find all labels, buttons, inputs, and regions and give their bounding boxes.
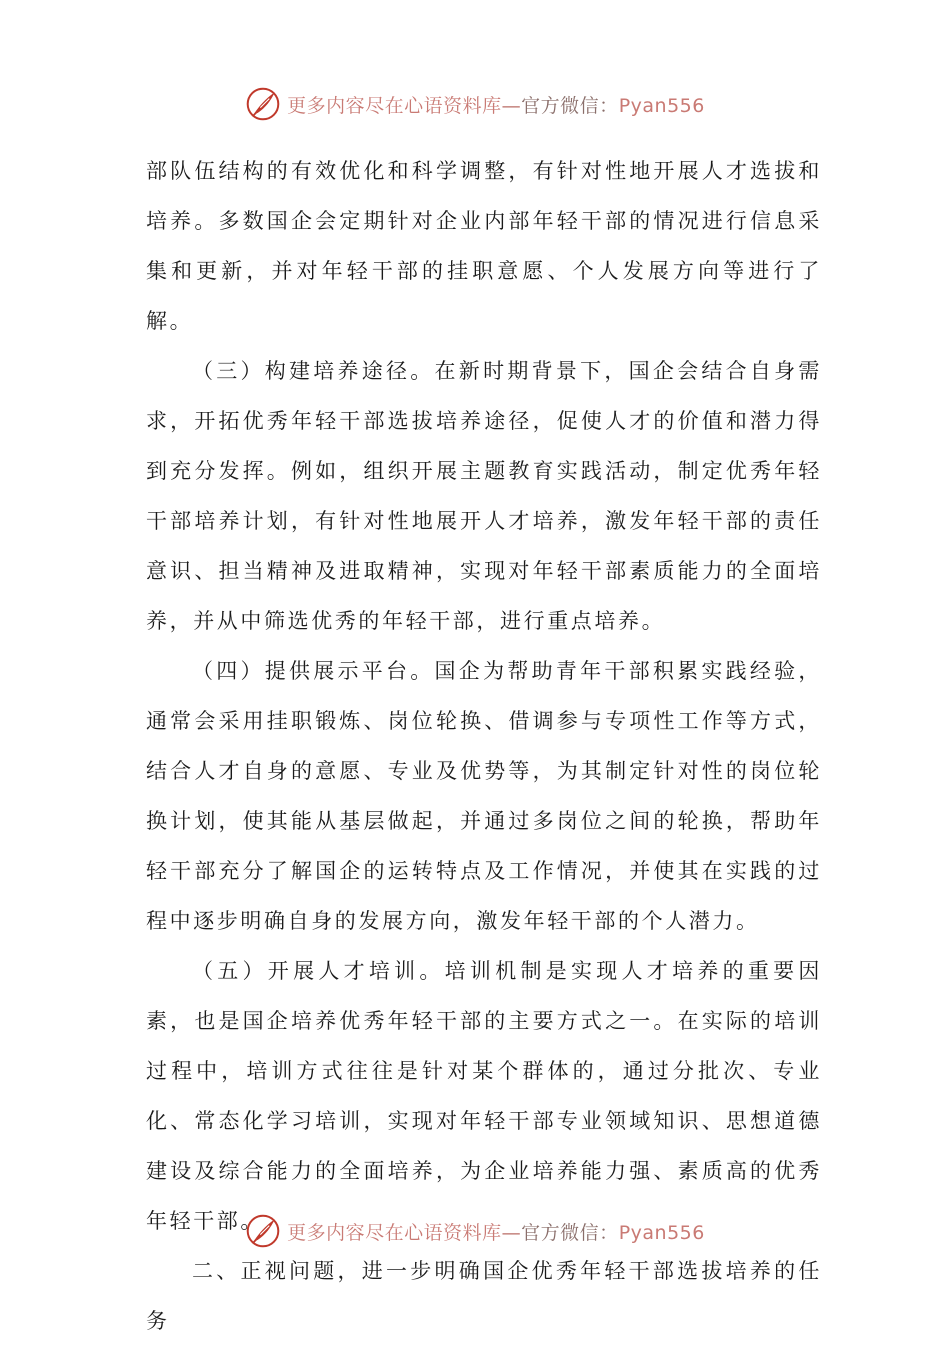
watermark-group [245,1213,705,1249]
section-heading: 二、正视问题，进一步明确国企优秀年轻干部选拔培养的任务 [146,1259,822,1333]
watermark-group [245,86,705,122]
paragraph-1: 部队伍结构的有效优化和科学调整，有针对性地开展人才选拔和培养。多数国企会定期针对企业内部年轻干部的情况进行信息采集和更新，并对年轻干部的挂职意愿、个人发展方向等进行了解。 [146,159,822,333]
watermark-wechat-label: 官方微信： [521,1221,619,1244]
watermark-separator: — [501,94,522,117]
watermark-main: 更多内容尽在心语资料库 [287,1221,502,1244]
quill-logo-icon [245,1213,281,1249]
watermark-text [287,91,705,118]
paragraph-4: （五）开展人才培训。培训机制是实现人才培养的重要因素，也是国企培养优秀年轻干部的主要方式之一。在实际的培训过程中，培训方式往往是针对某个群体的，通过分批次、专业化、常态化学习培训，实现对年轻干部专业领域知识、思想道德建设及综合能力的全面培养，为企业培养能力强、素质高的优秀年轻干部。 [146,959,822,1233]
paragraph-2: （三）构建培养途径。在新时期背景下，国企会结合自身需求，开拓优秀年轻干部选拔培养途径，促使人才的价值和潜力得到充分发挥。例如，组织开展主题教育实践活动，制定优秀年轻干部培养计划，有针对性地展开人才培养，激发年轻干部的责任意识、担当精神及进取精神，实现对年轻干部素质能力的全面培养，并从中筛选优秀的年轻干部，进行重点培养。 [146,359,822,633]
footer-watermark [0,1211,950,1251]
paragraph-3: （四）提供展示平台。国企为帮助青年干部积累实践经验，通常会采用挂职锻炼、岗位轮换、借调参与专项性工作等方式，结合人才自身的意愿、专业及优势等，为其制定针对性的岗位轮换计划，使其能从基层做起，并通过多岗位之间的轮换，帮助年轻干部充分了解国企的运转特点及工作情况，并使其在实践的过程中逐步明确自身的发展方向，激发年轻干部的个人潜力。 [146,659,822,933]
watermark-wechat-id: Pyan556 [618,1221,705,1244]
watermark-wechat-label: 官方微信： [521,94,619,117]
watermark-separator: — [501,1221,522,1244]
watermark-main: 更多内容尽在心语资料库 [287,94,502,117]
watermark-text [287,1218,705,1245]
header-watermark [0,84,950,124]
document-body [146,146,822,1346]
watermark-wechat-id: Pyan556 [618,94,705,117]
quill-logo-icon [245,86,281,122]
